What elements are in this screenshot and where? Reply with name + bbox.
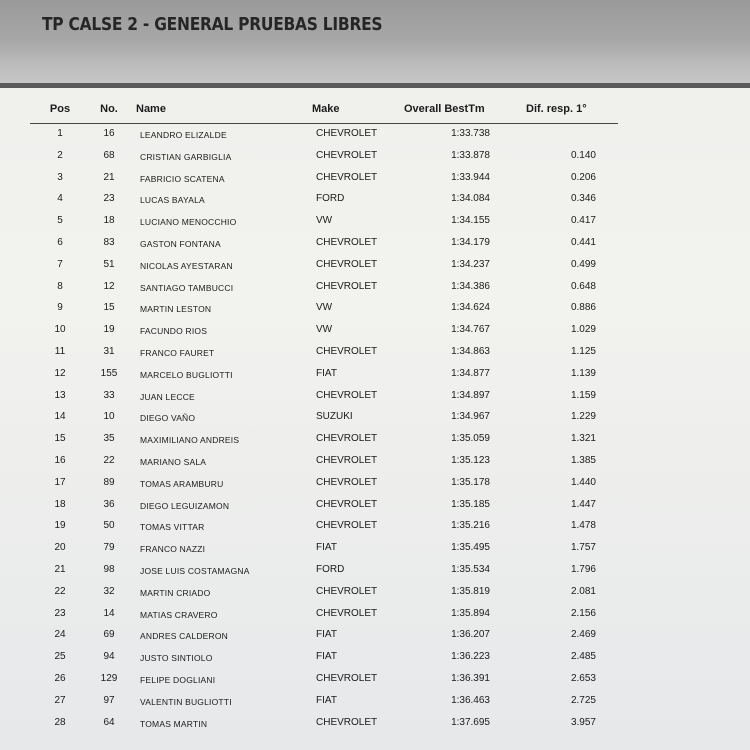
row-pos: 12 — [54, 367, 66, 379]
row-difference: 1.478 — [570, 520, 596, 532]
row-pos: 11 — [54, 345, 66, 357]
table-row — [0, 473, 750, 495]
row-difference: 1.447 — [570, 498, 596, 510]
table-row — [0, 386, 750, 408]
row-make: FIAT — [316, 367, 337, 379]
table-row — [0, 429, 750, 451]
row-number: 129 — [100, 672, 118, 684]
table-row — [0, 277, 750, 299]
table-row — [0, 255, 750, 277]
row-difference: 0.346 — [570, 193, 596, 205]
row-make: CHEVROLET — [316, 520, 378, 532]
row-pos: 18 — [54, 498, 66, 510]
row-name: MARTIN CRIADO — [140, 587, 211, 598]
row-difference: 3.957 — [570, 716, 596, 728]
row-name: JUSTO SINTIOLO — [140, 653, 213, 664]
row-make: CHEVROLET — [316, 128, 378, 139]
row-difference: 1.796 — [570, 563, 596, 575]
row-difference: 0.648 — [570, 280, 596, 292]
row-make: FIAT — [316, 542, 337, 554]
row-pos: 22 — [54, 585, 66, 597]
row-best-time: 1:35.178 — [451, 476, 490, 488]
table-row — [0, 342, 750, 364]
row-pos: 10 — [54, 324, 66, 336]
table-row — [0, 625, 750, 647]
table-row — [0, 538, 750, 560]
row-number: 79 — [103, 542, 115, 554]
row-number: 35 — [103, 433, 115, 445]
table-row — [0, 713, 750, 735]
row-best-time: 1:36.223 — [451, 651, 490, 663]
row-difference: 0.206 — [570, 171, 596, 183]
row-best-time: 1:34.084 — [451, 193, 490, 205]
row-pos: 17 — [54, 476, 66, 488]
table-row — [0, 407, 750, 429]
row-make: FIAT — [316, 651, 337, 663]
row-number: 155 — [100, 367, 118, 379]
row-best-time: 1:33.944 — [451, 171, 490, 183]
row-name: FACUNDO RIOS — [140, 326, 208, 337]
row-best-time: 1:36.207 — [451, 629, 490, 641]
row-number: 98 — [103, 563, 115, 575]
row-name: DIEGO LEGUIZAMON — [140, 500, 230, 511]
row-pos: 26 — [54, 672, 66, 684]
table-header — [0, 100, 750, 120]
row-difference: 2.725 — [570, 694, 596, 706]
row-difference: 2.653 — [570, 672, 596, 684]
table-row — [0, 691, 750, 713]
row-name: TOMAS ARAMBURU — [140, 478, 224, 489]
row-difference: 1.321 — [570, 433, 596, 445]
row-make: CHEVROLET — [316, 607, 378, 619]
table-row — [0, 124, 750, 146]
row-best-time: 1:36.391 — [451, 672, 490, 684]
row-make: FORD — [316, 563, 345, 575]
table-row — [0, 233, 750, 255]
header-name: Name — [136, 103, 166, 115]
row-name: FRANCO FAURET — [140, 347, 215, 358]
row-pos: 6 — [57, 236, 63, 248]
row-best-time: 1:34.863 — [451, 345, 490, 357]
table-row — [0, 669, 750, 691]
row-pos: 16 — [54, 454, 66, 466]
row-make: VW — [316, 215, 333, 227]
row-best-time: 1:35.123 — [451, 454, 490, 466]
row-make: CHEVROLET — [316, 476, 378, 488]
row-number: 22 — [103, 454, 115, 466]
table-row — [0, 560, 750, 582]
row-number: 15 — [103, 302, 115, 314]
row-difference: 2.485 — [570, 651, 596, 663]
row-pos: 7 — [57, 258, 63, 270]
row-name: LEANDRO ELIZALDE — [140, 130, 227, 140]
row-best-time: 1:34.767 — [451, 324, 490, 336]
row-number: 94 — [103, 651, 115, 663]
row-number: 83 — [103, 236, 115, 248]
row-difference: 2.469 — [570, 629, 596, 641]
table-row — [0, 647, 750, 669]
row-pos: 15 — [54, 433, 66, 445]
row-make: CHEVROLET — [316, 345, 378, 357]
title-banner — [0, 0, 750, 88]
table-row — [0, 189, 750, 211]
row-make: CHEVROLET — [316, 171, 378, 183]
row-name: GASTON FONTANA — [140, 238, 221, 249]
row-difference: 1.159 — [570, 389, 596, 401]
row-make: SUZUKI — [316, 411, 353, 423]
row-make: VW — [316, 324, 333, 336]
row-difference: 1.125 — [570, 345, 596, 357]
row-best-time: 1:35.059 — [451, 433, 490, 445]
row-best-time: 1:35.185 — [451, 498, 490, 510]
row-difference: 0.441 — [570, 236, 596, 248]
row-pos: 2 — [57, 149, 63, 161]
table-row — [0, 364, 750, 386]
row-difference: 1.229 — [570, 411, 596, 423]
row-difference: 0.886 — [570, 302, 596, 314]
row-name: FABRICIO SCATENA — [140, 173, 225, 184]
table-row — [0, 320, 750, 342]
row-difference: 1.385 — [570, 454, 596, 466]
row-pos: 25 — [54, 651, 66, 663]
row-number: 69 — [103, 629, 115, 641]
row-make: CHEVROLET — [316, 498, 378, 510]
row-make: CHEVROLET — [316, 236, 378, 248]
row-name: MATIAS CRAVERO — [140, 609, 218, 620]
row-name: CRISTIAN GARBIGLIA — [140, 151, 232, 162]
row-pos: 20 — [54, 542, 66, 554]
row-pos: 14 — [54, 411, 66, 423]
row-number: 64 — [103, 716, 115, 728]
row-name: LUCIANO MENOCCHIO — [140, 217, 237, 228]
row-pos: 3 — [57, 171, 63, 183]
row-difference: 1.440 — [570, 476, 596, 488]
row-pos: 19 — [54, 520, 66, 532]
row-difference: 0.499 — [570, 258, 596, 270]
row-best-time: 1:35.216 — [451, 520, 490, 532]
row-name: NICOLAS AYESTARAN — [140, 260, 233, 271]
row-pos: 9 — [57, 302, 63, 314]
row-name: VALENTIN BUGLIOTTI — [140, 696, 232, 707]
row-number: 12 — [103, 280, 115, 292]
row-name: MARCELO BUGLIOTTI — [140, 369, 233, 380]
row-best-time: 1:35.819 — [451, 585, 490, 597]
row-make: CHEVROLET — [316, 716, 378, 728]
row-make: FIAT — [316, 629, 337, 641]
row-number: 16 — [103, 128, 115, 139]
table-row — [0, 495, 750, 517]
row-pos: 4 — [57, 193, 63, 205]
row-best-time: 1:34.155 — [451, 215, 490, 227]
table-row — [0, 604, 750, 626]
row-number: 89 — [103, 476, 115, 488]
row-name: DIEGO VAÑO — [140, 413, 196, 424]
row-number: 18 — [103, 215, 115, 227]
row-best-time: 1:34.877 — [451, 367, 490, 379]
row-number: 50 — [103, 520, 115, 532]
row-number: 32 — [103, 585, 115, 597]
row-make: CHEVROLET — [316, 389, 378, 401]
table-row — [0, 516, 750, 538]
row-name: TOMAS MARTIN — [140, 718, 208, 729]
row-make: CHEVROLET — [316, 433, 378, 445]
row-pos: 21 — [54, 563, 66, 575]
row-number: 19 — [103, 324, 115, 336]
row-best-time: 1:34.967 — [451, 411, 490, 423]
row-pos: 13 — [54, 389, 66, 401]
row-number: 33 — [103, 389, 115, 401]
row-best-time: 1:34.386 — [451, 280, 490, 292]
row-name: SANTIAGO TAMBUCCI — [140, 282, 234, 293]
table-row — [0, 582, 750, 604]
table-row — [0, 168, 750, 190]
row-best-time: 1:33.738 — [451, 128, 490, 139]
table-row — [0, 211, 750, 233]
table-row — [0, 146, 750, 168]
row-best-time: 1:35.534 — [451, 563, 490, 575]
row-difference: 0.417 — [570, 215, 596, 227]
table-row — [0, 451, 750, 473]
row-difference: 1.757 — [570, 542, 596, 554]
row-best-time: 1:37.695 — [451, 716, 490, 728]
row-make: CHEVROLET — [316, 454, 378, 466]
row-number: 97 — [103, 694, 115, 706]
row-difference: 1.139 — [570, 367, 596, 379]
row-number: 36 — [103, 498, 115, 510]
row-name: FELIPE DOGLIANI — [140, 674, 216, 685]
page-title: TP CALSE 2 - GENERAL PRUEBAS LIBRES — [42, 14, 383, 35]
row-number: 21 — [103, 171, 115, 183]
row-pos: 24 — [54, 629, 66, 641]
header-pos: Pos — [49, 103, 71, 115]
table-row — [0, 298, 750, 320]
row-make: CHEVROLET — [316, 585, 378, 597]
row-number: 10 — [103, 411, 115, 423]
row-name: JUAN LECCE — [140, 391, 195, 402]
row-best-time: 1:33.878 — [451, 149, 490, 161]
row-name: LUCAS BAYALA — [140, 195, 205, 206]
row-pos: 28 — [54, 716, 66, 728]
row-pos: 1 — [57, 128, 63, 139]
row-name: MARTIN LESTON — [140, 304, 212, 315]
row-pos: 5 — [57, 215, 63, 227]
row-best-time: 1:35.894 — [451, 607, 490, 619]
row-make: CHEVROLET — [316, 672, 378, 684]
row-number: 14 — [103, 607, 115, 619]
row-make: FORD — [316, 193, 345, 205]
row-name: MAXIMILIANO ANDREIS — [140, 435, 240, 446]
row-best-time: 1:35.495 — [451, 542, 490, 554]
header-difference: Dif. resp. 1° — [526, 103, 587, 115]
results-table — [0, 124, 750, 734]
row-make: CHEVROLET — [316, 149, 378, 161]
row-name: FRANCO NAZZI — [140, 544, 206, 555]
header-no: No. — [100, 103, 118, 115]
row-pos: 23 — [54, 607, 66, 619]
row-make: VW — [316, 302, 333, 314]
row-best-time: 1:34.624 — [451, 302, 490, 314]
row-best-time: 1:34.237 — [451, 258, 490, 270]
row-pos: 27 — [54, 694, 66, 706]
row-make: FIAT — [316, 694, 337, 706]
row-best-time: 1:36.463 — [451, 694, 490, 706]
row-make: CHEVROLET — [316, 258, 378, 270]
row-best-time: 1:34.897 — [451, 389, 490, 401]
row-pos: 8 — [57, 280, 63, 292]
header-best-time: Overall BestTm — [404, 103, 485, 115]
row-number: 31 — [103, 345, 115, 357]
row-difference: 2.081 — [570, 585, 596, 597]
row-name: MARIANO SALA — [140, 456, 207, 467]
row-difference: 2.156 — [570, 607, 596, 619]
row-make: CHEVROLET — [316, 280, 378, 292]
row-name: JOSE LUIS COSTAMAGNA — [140, 565, 250, 576]
row-number: 51 — [103, 258, 115, 270]
row-number: 68 — [103, 149, 115, 161]
row-name: TOMAS VITTAR — [140, 522, 205, 533]
row-best-time: 1:34.179 — [451, 236, 490, 248]
row-difference: 0.140 — [570, 149, 596, 161]
row-name: ANDRES CALDERON — [140, 631, 229, 642]
row-number: 23 — [103, 193, 115, 205]
header-make: Make — [312, 103, 340, 115]
row-difference: 1.029 — [570, 324, 596, 336]
